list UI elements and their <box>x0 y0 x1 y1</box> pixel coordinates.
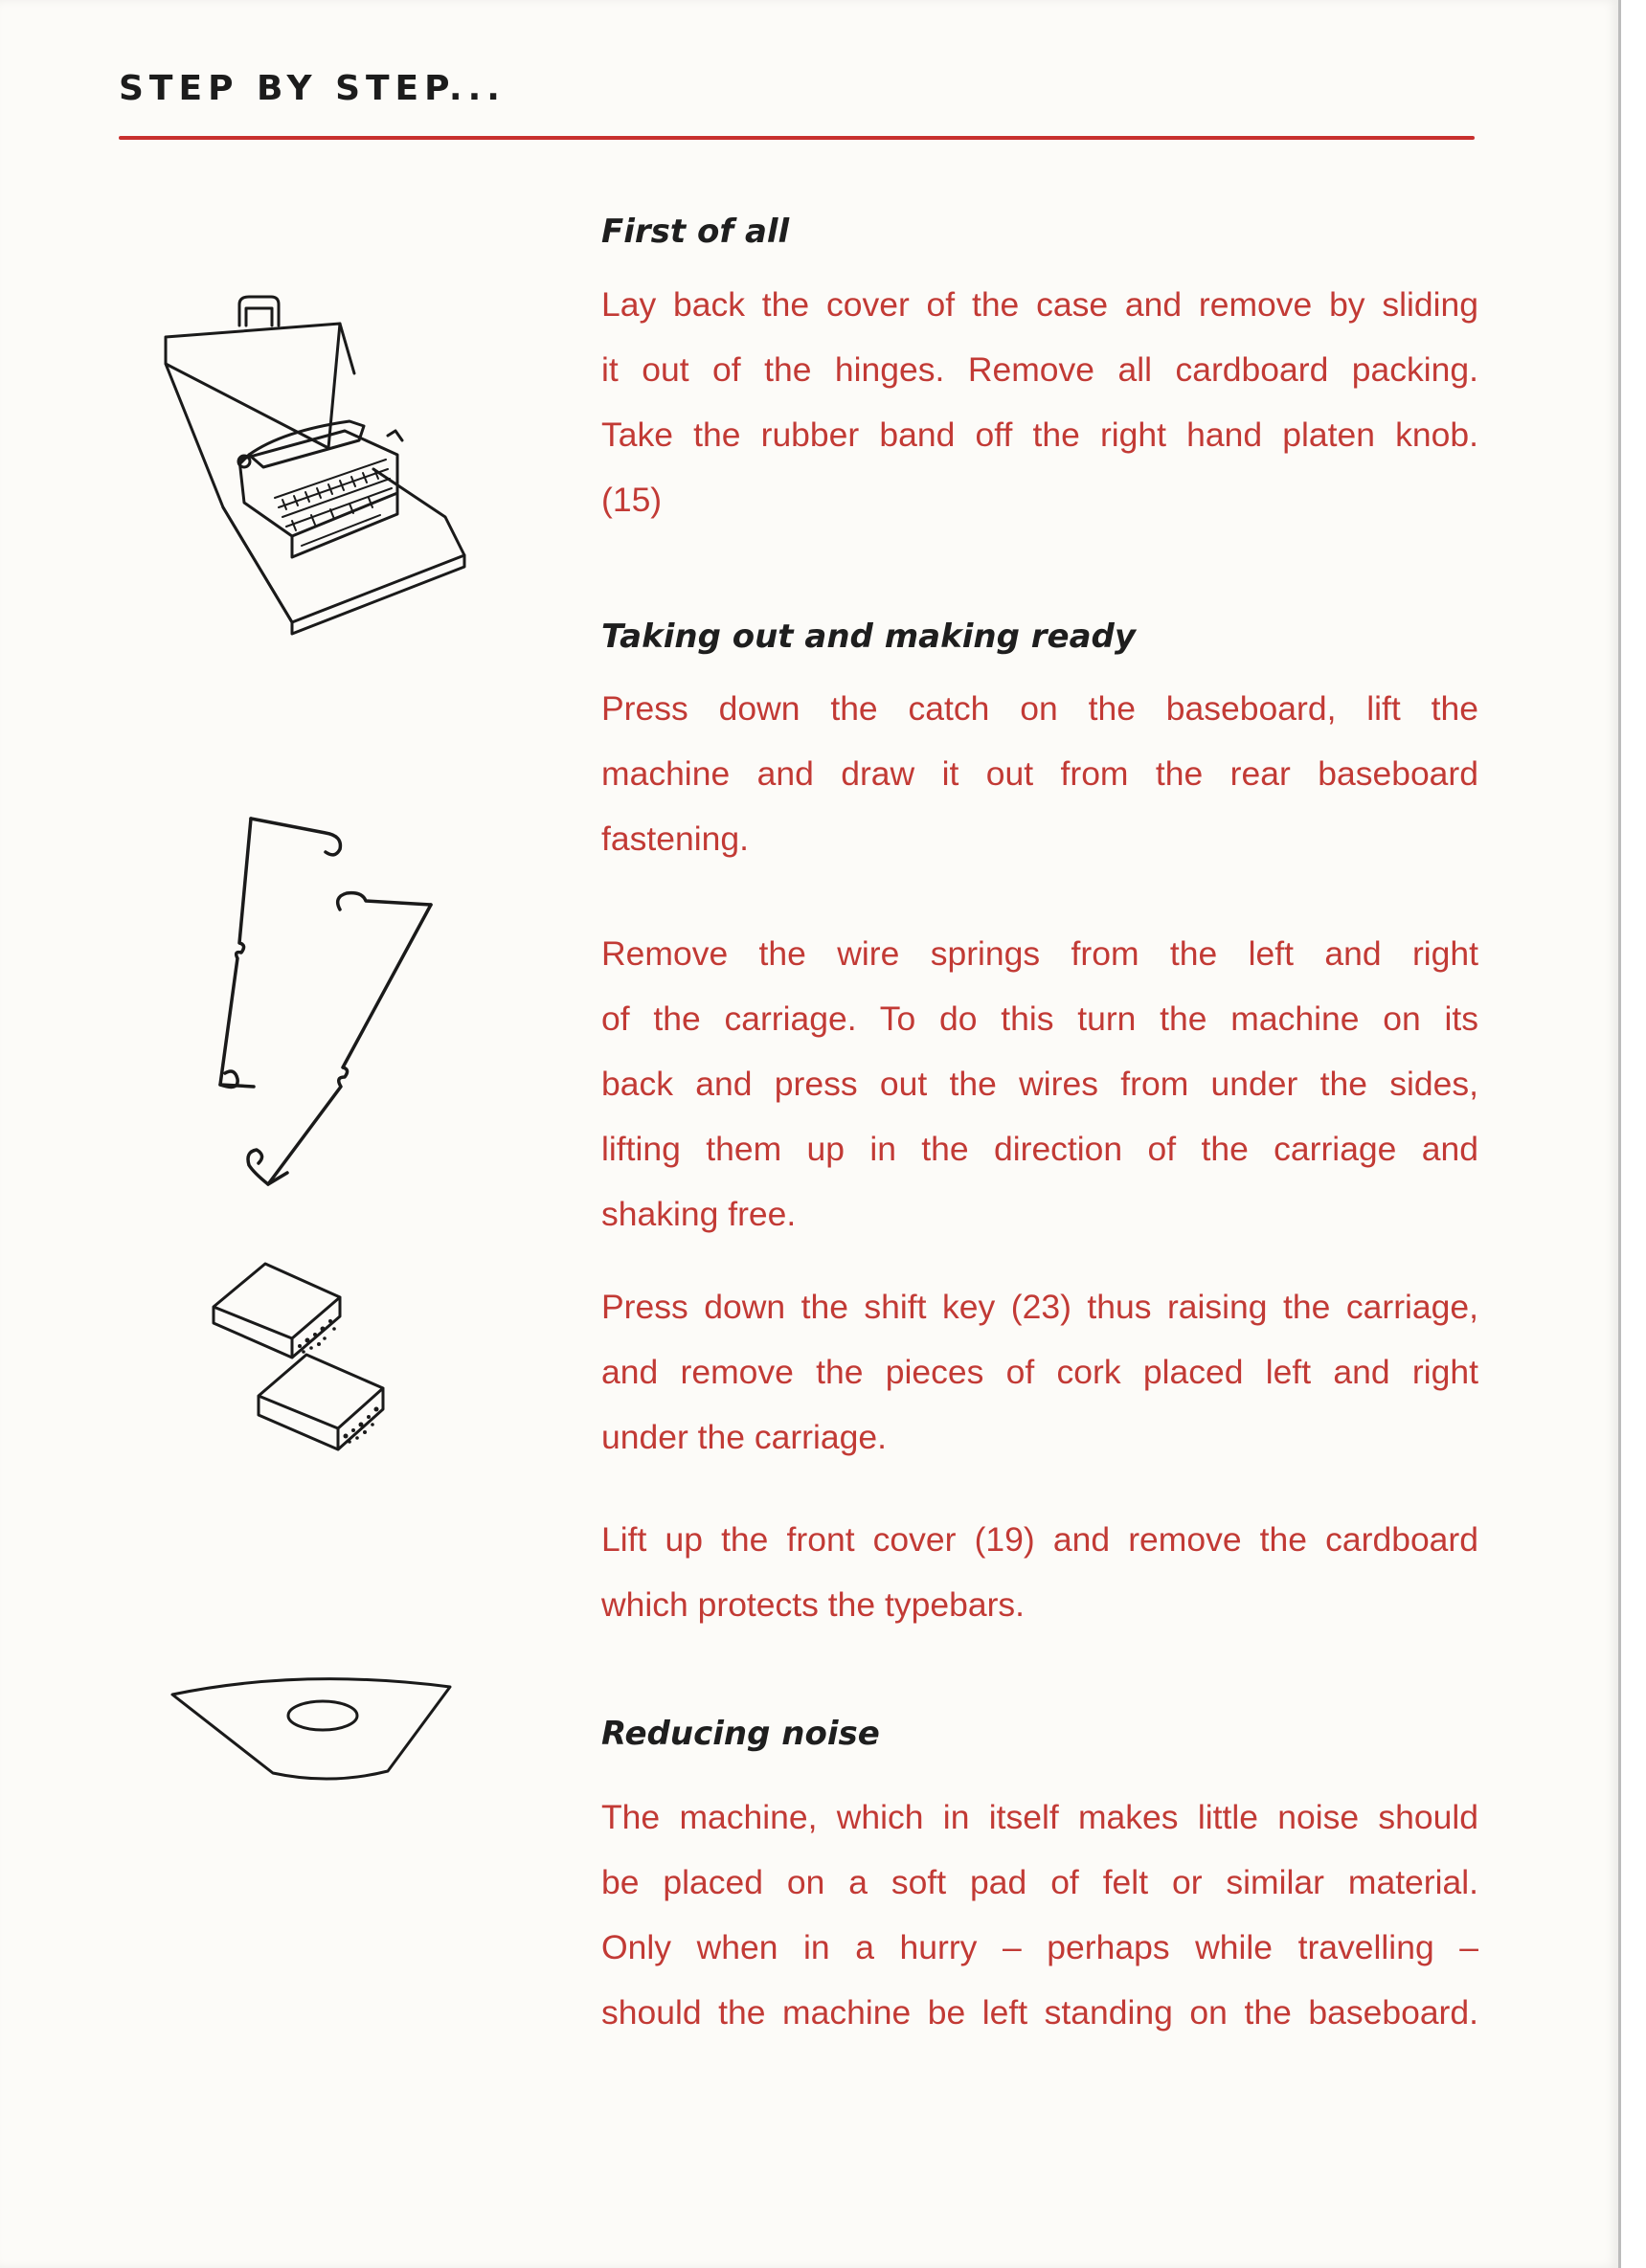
paragraph-cork-pieces <box>601 1274 1478 1470</box>
text-line: Press down the shift key (23) thus raising the carriage, <box>601 1288 1478 1326</box>
typewriter-in-case-icon <box>158 287 474 641</box>
wire-springs-icon <box>182 809 450 1192</box>
felt-pad-icon <box>168 1666 455 1790</box>
text-line: and remove the pieces of cork placed left and right <box>601 1353 1478 1391</box>
paragraph-wire-springs <box>601 921 1478 1246</box>
heading-first-of-all: First of all <box>601 213 790 251</box>
text-line: back and press out the wires from under the sides, <box>601 1065 1478 1103</box>
text-line: The machine, which in itself makes little noise should <box>601 1798 1478 1836</box>
heading-taking-out: Taking out and making ready <box>601 618 1137 656</box>
header-rule <box>119 136 1475 140</box>
text-line: Press down the catch on the baseboard, lift the <box>601 689 1478 728</box>
text-line: machine and draw it out from the rear baseboard <box>601 754 1478 793</box>
paragraph-front-cover <box>601 1507 1478 1637</box>
text-line: fastening. <box>601 820 749 858</box>
text-line: Remove the wire springs from the left and right <box>601 934 1478 973</box>
text-line: (15) <box>601 481 663 519</box>
heading-reducing-noise: Reducing noise <box>601 1715 880 1753</box>
text-line: be placed on a soft pad of felt or similar material. <box>601 1863 1478 1901</box>
text-line: of the carriage. To do this turn the machine on its <box>601 999 1478 1038</box>
text-line: Lay back the cover of the case and remove by sliding <box>601 285 1478 324</box>
text-line: shaking free. <box>601 1195 797 1233</box>
text-line: should the machine be left standing on the baseboard. <box>601 1993 1478 2032</box>
text-line: it out of the hinges. Remove all cardboard packing. <box>601 350 1478 389</box>
text-line: lifting them up in the direction of the carriage and <box>601 1130 1478 1168</box>
page-header: STEP BY STEP... <box>119 69 506 108</box>
text-line: Lift up the front cover (19) and remove the cardboard <box>601 1520 1478 1559</box>
paragraph-press-catch <box>601 676 1478 871</box>
paragraph-reducing-noise <box>601 1785 1478 2045</box>
text-line: Only when in a hurry – perhaps while travelling – <box>601 1928 1478 1966</box>
cork-pieces-icon <box>206 1254 397 1484</box>
text-line: which protects the typebars. <box>601 1585 1025 1624</box>
text-line: Take the rubber band off the right hand platen knob. <box>601 415 1478 454</box>
paragraph-first-of-all <box>601 272 1478 532</box>
text-line: under the carriage. <box>601 1418 887 1456</box>
